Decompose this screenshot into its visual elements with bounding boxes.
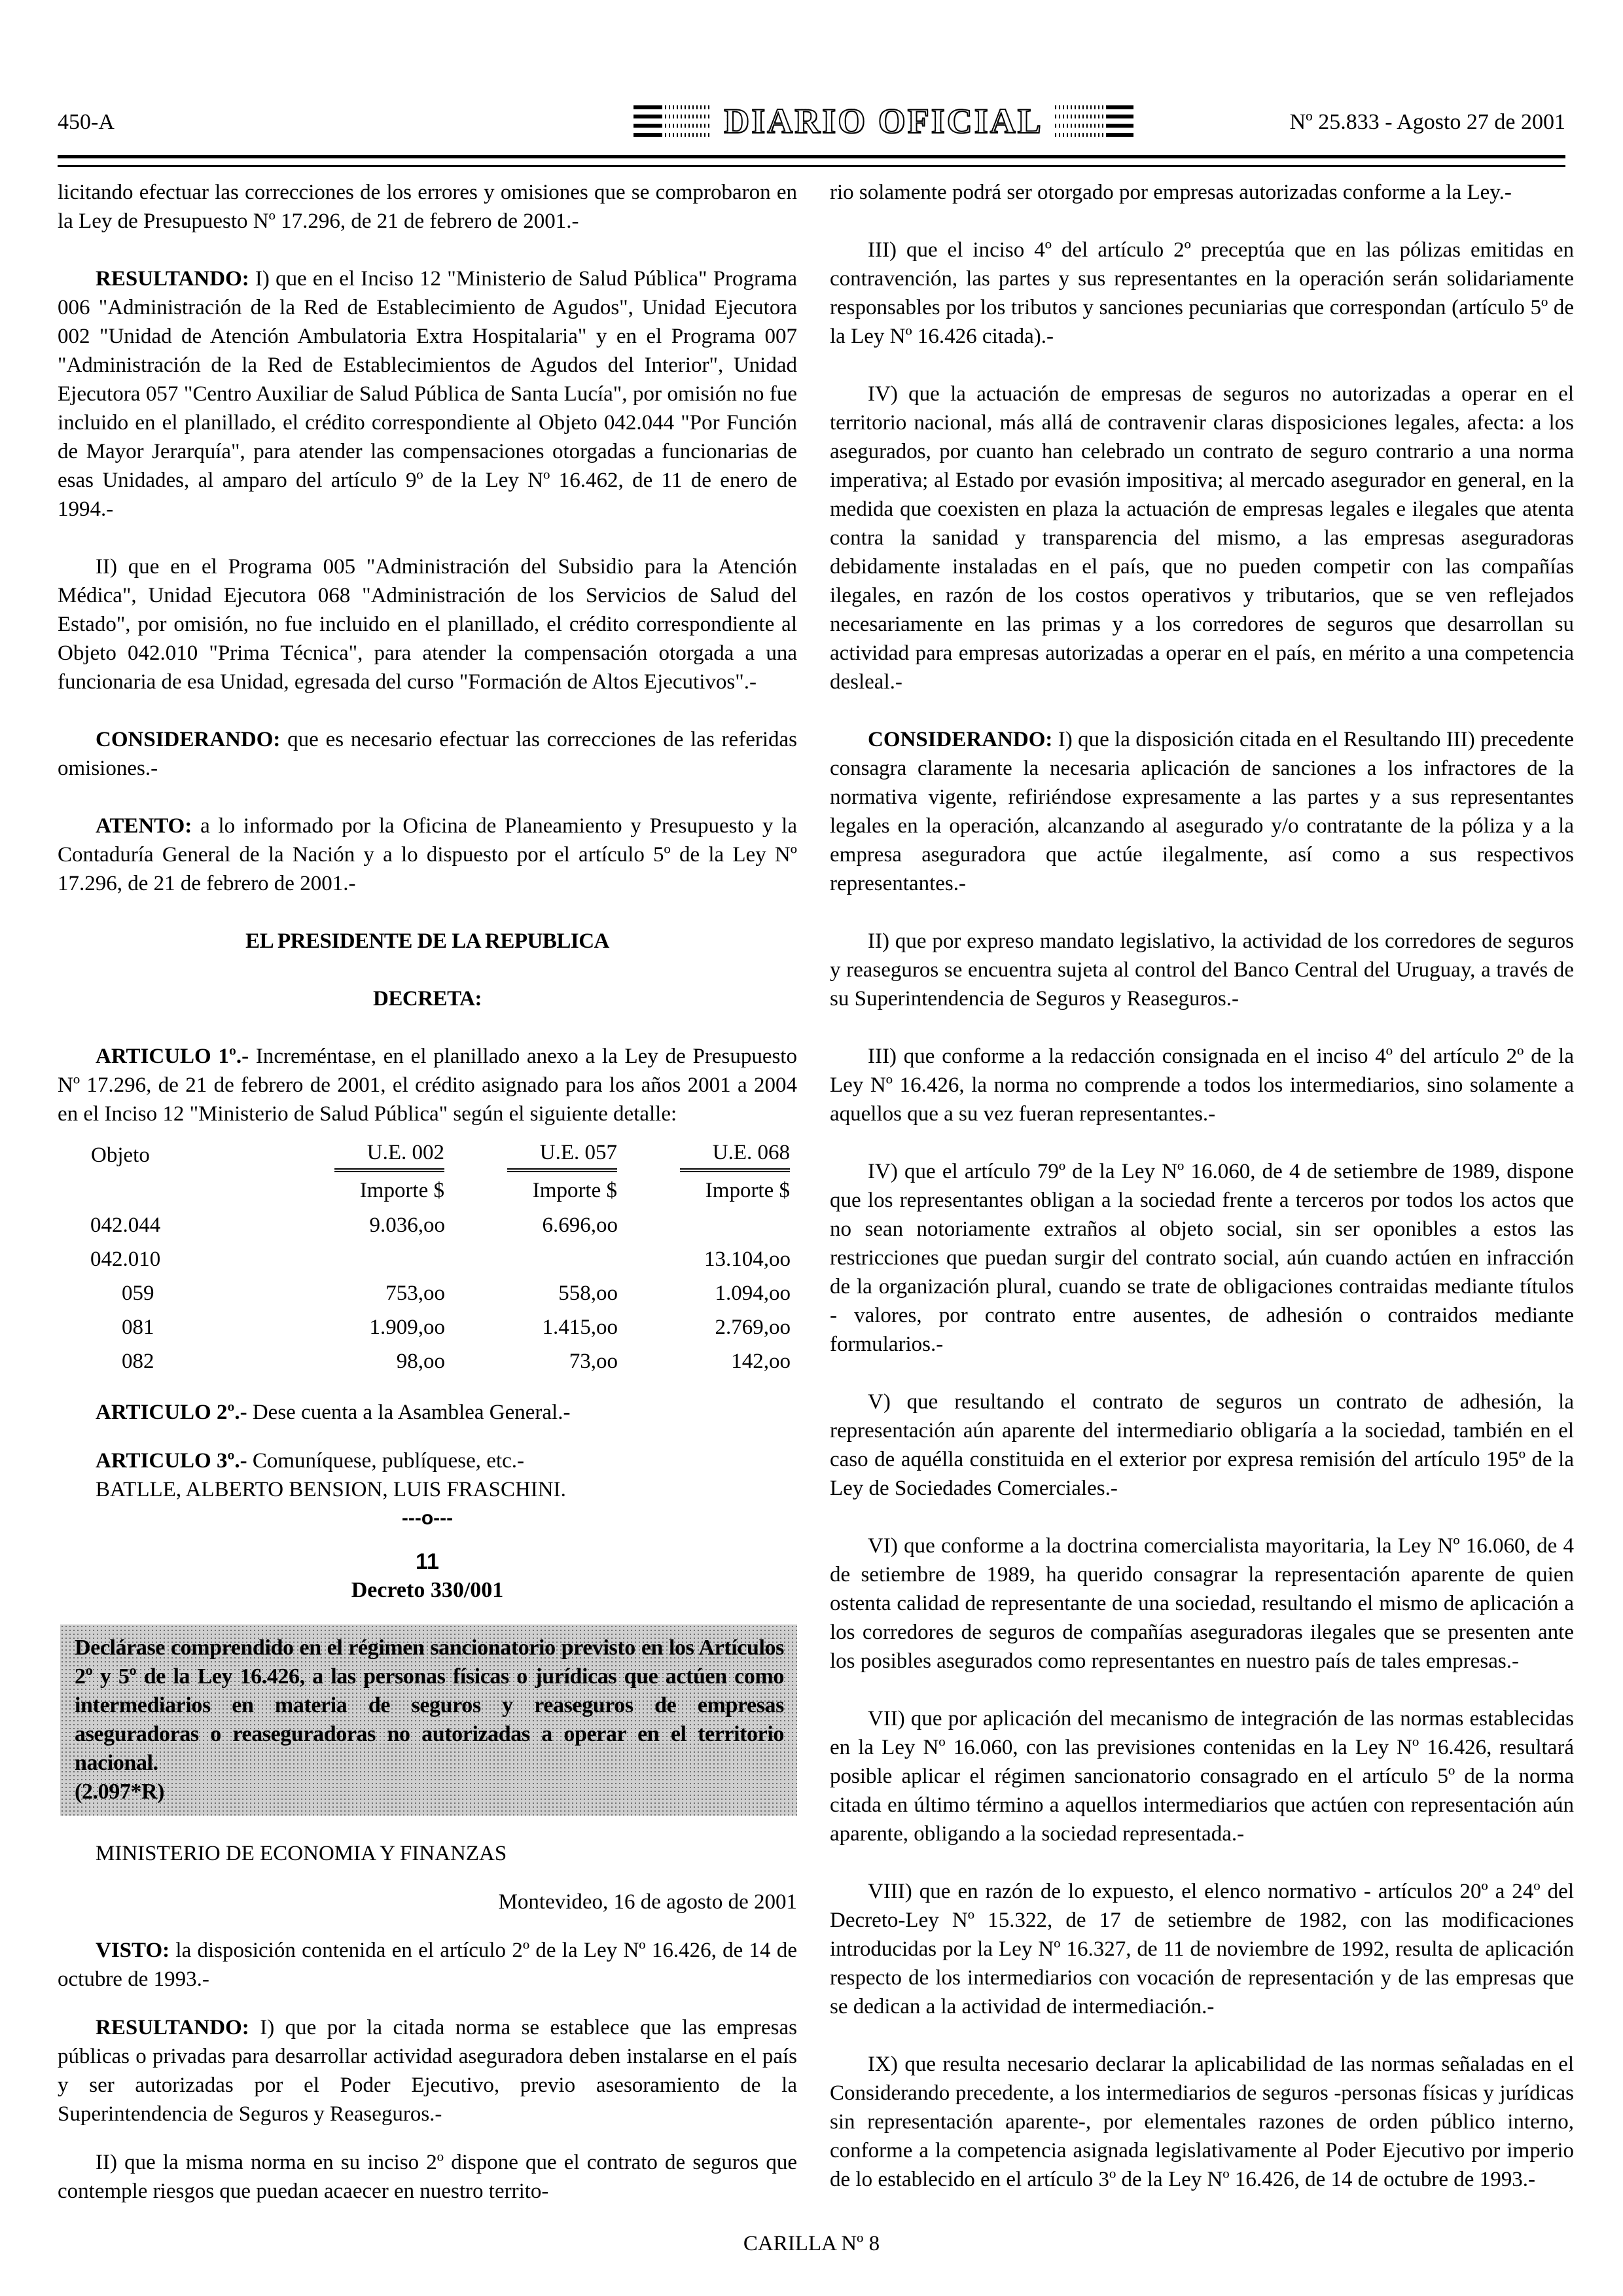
cell-amount: 1.909,oo [369, 1316, 445, 1339]
cell-amount: 9.036,oo [369, 1213, 445, 1237]
left-column [58, 178, 797, 2234]
considerando-iv-paragraph: IV) que el artículo 79º de la Ley Nº 16.060, de 4 de setiembre de 1989, dispone que los representantes obligan a la sociedad frente a terceros por todos los actos que no sean notoriamente extraños al objeto social, sin ser oponibles a estos las restricciones que puedan surgir del contrato social, aún cuando actúen en infracción de la organización plural, cuando se trate de obligaciones contraidas mediante títulos - valores, por contrato entre ausentes, de adhesión o contraidos mediante formularios.- [830, 1160, 1574, 1356]
subheader-empty [90, 1173, 272, 1208]
cell-amount: 753,oo [385, 1282, 445, 1305]
resultando-2-label: RESULTANDO: [96, 2016, 249, 2039]
table-row [90, 1276, 791, 1310]
resultando-paragraph [58, 264, 797, 524]
considerando-text: que es necesario efectuar las correcciones de las referidas omisiones.- [58, 728, 797, 780]
carilla-footer: CARILLA Nº 8 [743, 2232, 880, 2255]
col-header-ue-068-cell [618, 1138, 791, 1173]
considerando-viii-paragraph: VIII) que en razón de lo expuesto, el elenco normativo - artículos 20º a 24º del Decreto-Ley Nº 15.322, de 17 de setiembre de 1982, con las modificaciones introducidas por la Ley Nº 16.327, de 11 de noviembre de 1992, resulta de aplicación respecto de los intermediarios con vocación de representación y de las empresas que se dedican a la actividad de intermediación.- [830, 1880, 1574, 2018]
cell-objeto: 059 [122, 1282, 154, 1305]
articulo-1-paragraph [58, 1042, 797, 1128]
articulo-3-label: ARTICULO 3º.- [96, 1449, 247, 1473]
considerando-vi-paragraph: VI) que conforme a la doctrina comercialista mayoritaria, la Ley Nº 16.060, de 4 de setiembre de 1989, ha querido consagrar la representación aparente de quien ostenta calidad de representante de una sociedad, resultando el mismo de aplicación a los corredores de seguros de compañías aseguradoras ilegales que se presenten ante los posibles asegurados como representantes en nuestro país de tales empresas.- [830, 1534, 1574, 1673]
decree-summary-box [60, 1624, 797, 1816]
cell-amount: 2.769,oo [715, 1316, 791, 1339]
considerando-label: CONSIDERANDO: [868, 728, 1053, 751]
resultando-iv-paragraph: IV) que la actuación de empresas de seguros no autorizadas a operar en el territorio nacional, más allá de contravenir claras disposiciones legales, afecta: a los asegurados, por cuanto han celebrado un contrato de seguro contrario a una norma imperativa; al Estado por evasión impositiva; al mercado asegurador en general, en la medida que coexisten en plaza la actuación de empresas legales e ilegales que atenta contra la sanidad y transparencia del mismo, a las empresas aseguradoras debidamente instaladas en el país, que no pueden competir con las compañías ilegales, en razón de los costos operativos y tributarios, que se ven reflejados necesariamente en las primas y a los corredores de seguros que desarrollan su actividad para empresas autorizadas a operar en el país, en mérito a una competencia desleal.- [830, 382, 1574, 694]
page-number: 450-A [58, 110, 115, 134]
resultando-2-paragraph [58, 2013, 797, 2128]
resultando-2-ii-paragraph: II) que la misma norma en su inciso 2º dispone que el contrato de seguros que contemple riesgos que puedan acaecer en nuestro territo- [58, 2151, 797, 2203]
considerando-i-paragraph [830, 725, 1574, 898]
table-header-row [90, 1138, 791, 1173]
continuation-paragraph: rio solamente podrá ser otorgado por empresas autorizadas conforme a la Ley.- [830, 181, 1512, 204]
masthead-right-rules-icon [1055, 105, 1133, 137]
decree-summary-code: (2.097*R) [75, 1780, 165, 1804]
cell-objeto: 042.044 [90, 1213, 161, 1237]
cell-amount: 558,oo [558, 1282, 618, 1305]
signatures: BATLLE, ALBERTO BENSION, LUIS FRASCHINI. [96, 1478, 566, 1501]
col-header-ue-002-cell [272, 1138, 445, 1173]
page-header [58, 92, 1565, 157]
section-separator: ---o--- [401, 1507, 454, 1529]
cell-amount [618, 1208, 791, 1242]
cell-amount: 98,oo [396, 1350, 445, 1373]
subheader-importe: Importe $ [705, 1179, 790, 1202]
cell-amount: 6.696,oo [542, 1213, 618, 1237]
considerando-v-paragraph: V) que resultando el contrato de seguros un contrato de adhesión, la representación aún aparente del intermediario obligaría a la sociedad, también en el caso de aquélla constituida en el exterior por expresa remisión del artículo 195º de la Ley de Sociedades Comerciales.- [830, 1390, 1574, 1500]
table-row [90, 1208, 791, 1242]
articulo-3-text: Comuníquese, publíquese, etc.- [247, 1449, 525, 1473]
considerando-vii-paragraph: VII) que por aplicación del mecanismo de integración de las normas establecidas en la Ley Nº 16.060, con las previsiones contenidas en la Ley Nº 16.426, resultará posible aplicar el régimen sancionatorio consagrado en el artículo 5º de la norma citada en último término a aquellos intermediarios que actúen con representación aún aparente, obligando a la sociedad representada.- [830, 1707, 1574, 1846]
budget-table [90, 1138, 791, 1378]
cell-objeto: 082 [122, 1350, 154, 1373]
table-row [90, 1242, 791, 1276]
cell-objeto: 081 [122, 1316, 154, 1339]
col-header-objeto: Objeto [91, 1143, 150, 1167]
decreta-heading: DECRETA: [373, 987, 482, 1011]
place-date: Montevideo, 16 de agosto de 2001 [498, 1890, 797, 1914]
col-header-ue-002: U.E. 002 [334, 1138, 444, 1172]
cell-amount [272, 1242, 445, 1276]
subheader-importe: Importe $ [359, 1179, 444, 1202]
visto-label: VISTO: [96, 1939, 170, 1962]
header-rule-thin [58, 165, 1565, 167]
considerando-paragraph [58, 725, 797, 783]
atento-text: a lo informado por la Oficina de Planeamiento y Presupuesto y la Contaduría General de la Nación y a lo dispuesto por el artículo 5º de la Ley Nº 17.296, de 21 de febrero de 2001.- [58, 814, 797, 895]
decree-summary-text: Declárase comprendido en el régimen sancionatorio previsto en los Artículos 2º y 5º de la Ley 16.426, a las personas físicas o jurídicas que actúen como intermediarios en materia de seguros y reaseguros de empresas aseguradoras o reaseguradoras no autorizadas a operar en el territorio nacional. [75, 1636, 784, 1775]
resultando-2-text: I) que por la citada norma se establece que las empresas públicas o privadas para desarrollar actividad aseguradora deben instalarse en el país y ser autorizadas por el Poder Ejecutivo, previo asesoramiento de la Superintendencia de Seguros y Reaseguros.- [58, 2016, 797, 2126]
right-column [830, 178, 1574, 2223]
col-header-ue-057: U.E. 057 [507, 1138, 617, 1172]
atento-label: ATENTO: [96, 814, 192, 838]
col-header-ue-068: U.E. 068 [680, 1138, 790, 1172]
intro-paragraph: licitando efectuar las correcciones de los errores y omisiones que se comprobaron en la Ley de Presupuesto Nº 17.296, de 21 de febrero de 2001.- [58, 181, 797, 233]
articulo-1-text: Increméntase, en el planillado anexo a la Ley de Presupuesto Nº 17.296, de 21 de febrero de 2001, el crédito asignado para los años 2001 a 2004 en el Inciso 12 "Ministerio de Salud Pública" según el siguiente detalle: [58, 1045, 797, 1126]
table-row [90, 1344, 791, 1378]
masthead-logo [628, 98, 1139, 144]
masthead-title: DIARIO OFICIAL [712, 101, 1055, 141]
decree-name: Decreto 330/001 [351, 1578, 504, 1602]
articulo-3-paragraph [58, 1446, 797, 1475]
considerando-iii-paragraph: III) que conforme a la redacción consignada en el inciso 4º del artículo 2º de la Ley Nº 16.426, la norma no comprende a todos los intermediarios, sino solamente a aquellos que a su vez fueran representantes.- [830, 1045, 1574, 1126]
resultando-label: RESULTANDO: [96, 267, 249, 291]
header-rule-thick [58, 155, 1565, 158]
articulo-2-paragraph [58, 1398, 797, 1427]
considerando-ix-paragraph: IX) que resulta necesario declarar la aplicabilidad de las normas señaladas en el Considerando precedente, a los intermediarios de seguros -personas físicas y jurídicas sin representación aparente-, por elementales razones de orden público interno, conforme a la competencia asignada legislativamente al Poder Ejecutivo por imperio de lo establecido en el artículo 3º de la Ley Nº 16.426, de 14 de octubre de 1993.- [830, 2053, 1574, 2191]
resultando-ii-paragraph: II) que en el Programa 005 "Administración del Subsidio para la Atención Médica", Unidad Ejecutora 068 "Administración de los Servicios de Salud del Estado", por omisión, no fue incluido en el planillado, el crédito correspondiente al Objeto 042.010 "Prima Técnica", para atender la compensación otorgada a una funcionaria de esa Unidad, egresada del curso "Formación de Altos Ejecutivos".- [58, 555, 797, 694]
cell-amount [445, 1242, 618, 1276]
cell-amount: 1.094,oo [715, 1282, 791, 1305]
resultando-text: I) que en el Inciso 12 "Ministerio de Salud Pública" Programa 006 "Administración de la Red de Establecimiento de Agudos", Unidad Ejecutora 002 "Unidad de Atención Ambulatoria Extra Hospitalaria" y en el Programa 007 "Administración de la Red de Establecimientos de Agudos del Interior", Unidad Ejecutora 057 "Centro Auxiliar de Salud Pública de Santa Lucía", por omisión no fue incluido en el planillado, el crédito correspondiente al Objeto 042.044 "Por Función de Mayor Jerarquía", para atender las compensaciones otorgadas a funcionarias de esas Unidades, al amparo del artículo 9º de la Ley Nº 16.462, de 11 de enero de 1994.- [58, 267, 797, 521]
visto-text: la disposición contenida en el artículo 2º de la Ley Nº 16.426, de 14 de octubre de 1993.- [58, 1939, 797, 1991]
cell-amount: 73,oo [569, 1350, 618, 1373]
cell-amount: 13.104,oo [704, 1247, 791, 1271]
table-row [90, 1310, 791, 1344]
masthead-left-rules-icon [633, 105, 712, 137]
presidente-heading: EL PRESIDENTE DE LA REPUBLICA [245, 929, 609, 953]
cell-objeto: 042.010 [90, 1247, 161, 1271]
considerando-ii-paragraph: II) que por expreso mandato legislativo, la actividad de los corredores de seguros y reaseguros se encuentra sujeta al control del Banco Central del Uruguay, a través de su Superintendencia de Seguros y Reaseguros.- [830, 929, 1574, 1011]
cell-amount: 142,oo [731, 1350, 791, 1373]
subheader-importe: Importe $ [532, 1179, 617, 1202]
articulo-2-label: ARTICULO 2º.- [96, 1401, 247, 1424]
cell-amount: 1.415,oo [542, 1316, 618, 1339]
issue-date: Nº 25.833 - Agosto 27 de 2001 [1289, 110, 1565, 134]
table-subheader-row [90, 1173, 791, 1208]
articulo-1-label: ARTICULO 1º.- [96, 1045, 249, 1068]
articulo-2-text: Dese cuenta a la Asamblea General.- [247, 1401, 571, 1424]
resultando-iii-paragraph: III) que el inciso 4º del artículo 2º preceptúa que en las pólizas emitidas en contravención, las partes y sus representantes en la operación serán solidariamente responsables por los tributos y sanciones pecuniarias que correspondan (artículo 5º de la Ley Nº 16.426 citada).- [830, 238, 1574, 348]
atento-paragraph [58, 812, 797, 898]
decree-number: 11 [416, 1549, 439, 1574]
visto-paragraph [58, 1936, 797, 1994]
considerando-i-text: I) que la disposición citada en el Resultando III) precedente consagra claramente la necesaria aplicación de sanciones a los infractores de la normativa vigente, refiriéndose expresamente a las partes y a sus representantes legales en la operación, alcanzando al asegurado y/o contratante de la póliza y a la empresa aseguradora que actúe ilegalmente, así como a sus respectivos representantes.- [830, 728, 1574, 895]
col-header-ue-057-cell [445, 1138, 618, 1173]
considerando-label: CONSIDERANDO: [96, 728, 281, 751]
ministry-name: MINISTERIO DE ECONOMIA Y FINANZAS [96, 1842, 507, 1865]
